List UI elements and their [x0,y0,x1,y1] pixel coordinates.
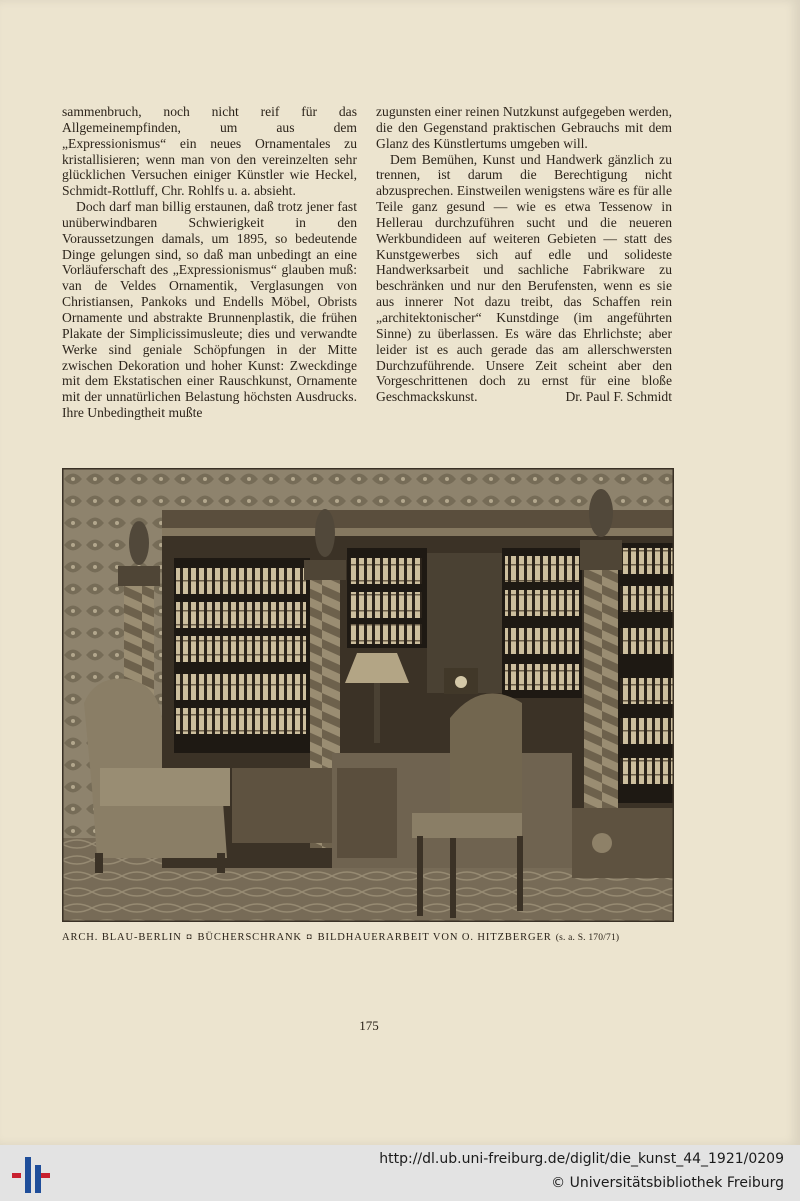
caption-reference: (s. a. S. 170/71) [555,933,620,943]
paragraph-right-2-text: Dem Bemühen, Kunst und Handwerk gänzlich zu trennen, ist darum die Berechtigung nicht abzusprechen. Einstweilen wenigstens wäre es für alle Teile ganz gesund — wie es etwa Tessenow in Hellerau durchzuführen sucht und die neueren Werkbundideen auf weiteren Gebieten — statt des Kunstgewerbes sich auf edle und solideste Handwerksarbeit und sachliche Fabrikware zu beschränken und nur den Berufensten, wenn es sie aus innerer Not dazu treibt, das Schaffen rein „architektonischer“ Kunstdinge (im angeführten Sinne) zu überlassen. Es wäre das Ehrlichste; aber leider ist es auch gerade das am allerschwersten Durchzuführende. Unsere Zeit scheint aber den Vorgeschrittenen doch zu ernst für eine bloße Geschmackskunst. [376,151,672,405]
library-footer [0,1145,800,1201]
text-column-left [62,104,357,421]
permalink-url[interactable]: http://dl.ub.uni-freiburg.de/diglit/die_kunst_44_1921/0209 [379,1151,784,1167]
caption-architect: ARCH. BLAU-BERLIN [62,932,182,943]
caption-work: BILDHAUERARBEIT VON O. HITZBERGER [317,932,552,943]
photo-caption [62,932,682,943]
photo-bookcase-plate [62,468,674,922]
university-library-logo-icon [12,1155,50,1195]
paragraph-right-1: zugunsten einer reinen Nutzkunst aufgegeben werden, die den Gegenstand praktischen Gebrauchs mit dem Glanz des Künstlertums umgeben will. [376,104,672,151]
paragraph-left-1: sammenbruch, noch nicht reif für das Allgemeinempfinden, um aus dem „Expressionismus“ ein neues Ornamentales zu kristallisieren; wenn man von den vereinzelten sehr glücklichen Versuchen einiger Künstler wie Heckel, Schmidt-Rottluff, Chr. Rohlfs u. a. absieht. [62,104,357,199]
bookcase-photograph [62,468,674,922]
paragraph-right-2 [376,152,672,406]
copyright-notice: © Universitätsbibliothek Freiburg [551,1175,784,1191]
author-signature: Dr. Paul F. Schmidt [565,389,672,405]
page-number: 175 [359,1018,379,1033]
caption-object: BÜCHERSCHRANK [197,932,302,943]
caption-separator: ◘ [186,932,193,941]
caption-separator: ◘ [306,932,313,941]
paragraph-left-2: Doch darf man billig erstaunen, daß trotz jener fast unüberwindbaren Schwierigkeit in den Voraussetzungen damals, um 1895, so bedeutende Dinge gelungen sind, so daß man unbedingt an eine Vorläuferschaft des „Expressionismus“ glauben muß: van de Veldes Ornamentik, Verglasungen von Christiansen, Pankoks und Endells Möbel, Obrists Ornamente und abstrakte Brunnenplastik, die frühen Plakate der Simplicissimusleute; dies und verwandte Werke sind geniale Schöpfungen in der Mitte zwischen Dekoration und hoher Kunst: Zweckdinge mit dem Ekstatischen einer Rauschkunst, Ornamente mit der unnatürlichen Belastung höchsten Ausdrucks. Ihre Unbedingtheit mußte [62,199,357,421]
text-column-right [376,104,672,405]
